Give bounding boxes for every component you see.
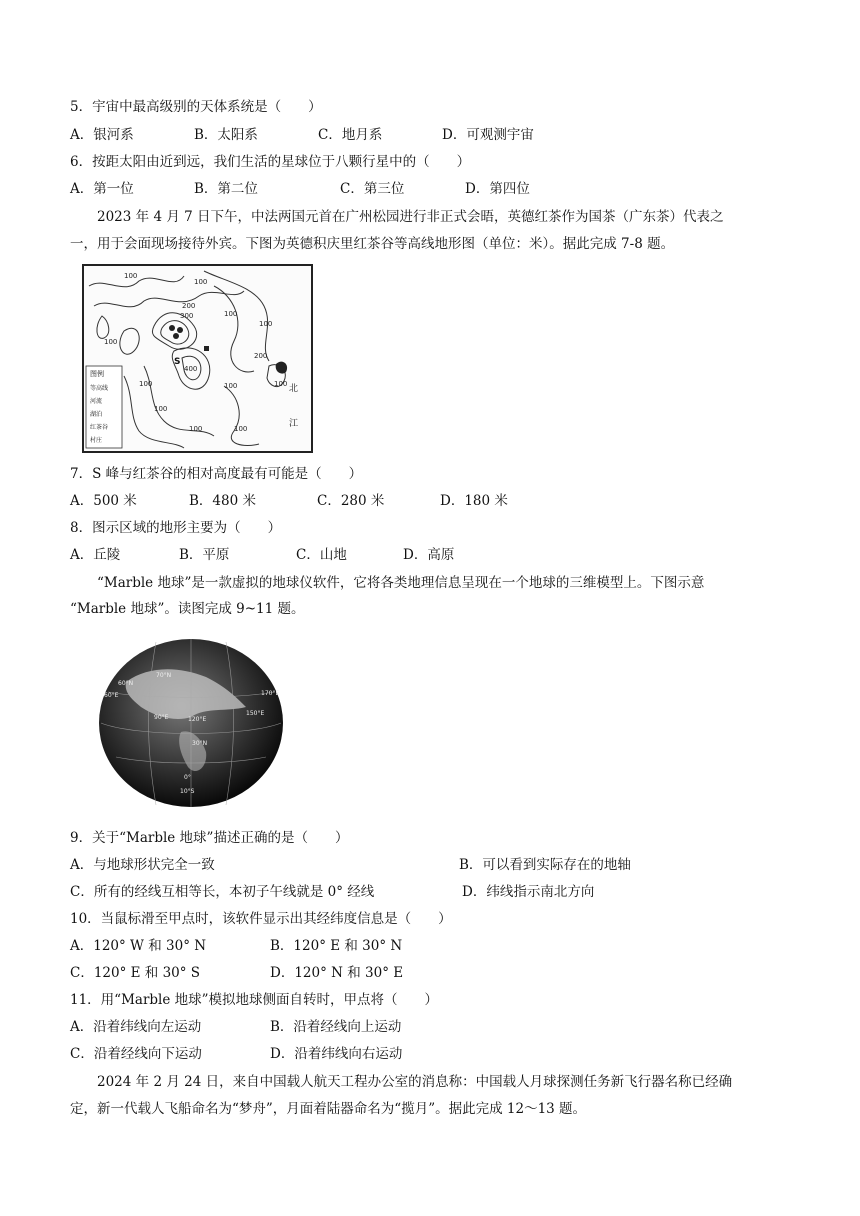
question-11-stem: 11．用“Marble 地球”模拟地球侧面自转时，甲点将（ ） bbox=[70, 992, 439, 1008]
globe-label-90e: 90°E bbox=[154, 714, 169, 721]
lake-mark bbox=[276, 362, 287, 374]
contour-label-11: 100 bbox=[224, 382, 238, 390]
q9-option-c: C．所有的经线互相等长，本初子午线就是 0° 经线 bbox=[70, 884, 375, 900]
globe-label-150e: 150°E bbox=[246, 710, 265, 717]
marble-globe-figure bbox=[96, 637, 286, 809]
q9-option-b: B．可以看到实际存在的地轴 bbox=[459, 857, 631, 873]
globe-label-170e: 170°E bbox=[261, 690, 280, 697]
q10-option-c: C．120° E 和 30° S bbox=[70, 965, 201, 981]
tea-valley-mark-3 bbox=[173, 333, 179, 339]
contour-label-5: 100 bbox=[224, 310, 238, 318]
legend-item-river: 河流 bbox=[90, 398, 103, 405]
q11-option-a: A．沿着纬线向左运动 bbox=[70, 1019, 202, 1035]
contour-label-1: 100 bbox=[124, 272, 138, 280]
tea-valley-mark-2 bbox=[177, 327, 183, 333]
legend-item-contour: 等高线 bbox=[90, 385, 109, 392]
q5-option-b: B．太阳系 bbox=[194, 127, 258, 143]
north-label: 北 bbox=[289, 384, 299, 394]
passage-2-line-1: “Marble 地球”是一款虚拟的地球仪软件，它将各类地理信息呈现在一个地球的三维模型上。下图示意 bbox=[70, 575, 705, 591]
passage-2-line-2: “Marble 地球”。读图完成 9~11 题。 bbox=[70, 601, 305, 617]
q7-option-c: C．280 米 bbox=[317, 493, 385, 509]
map-legend bbox=[86, 366, 122, 448]
question-8-stem: 8．图示区域的地形主要为（ ） bbox=[70, 520, 282, 536]
q10-option-d: D．120° N 和 30° E bbox=[270, 965, 404, 981]
q11-option-d: D．沿着纬线向右运动 bbox=[270, 1046, 403, 1062]
globe-label-120e: 120°E bbox=[188, 716, 207, 723]
contour-label-4: 300 bbox=[180, 312, 194, 320]
contour-label-7: 200 bbox=[254, 352, 268, 360]
globe-svg bbox=[96, 637, 286, 809]
q8-option-a: A．丘陵 bbox=[70, 547, 121, 563]
contour-label-6: 100 bbox=[259, 320, 273, 328]
legend-item-tea-valley: 红茶谷 bbox=[90, 424, 109, 431]
q8-option-c: C．山地 bbox=[296, 547, 347, 563]
tea-valley-mark-1 bbox=[169, 325, 175, 331]
q6-option-b: B．第二位 bbox=[194, 181, 258, 197]
legend-item-lake: 湖泊 bbox=[90, 411, 103, 418]
globe-label-70n: 70°N bbox=[156, 672, 172, 679]
contour-label-8: 100 bbox=[104, 338, 118, 346]
question-10-stem: 10．当鼠标滑至甲点时，该软件显示出其经纬度信息是（ ） bbox=[70, 911, 452, 927]
q7-option-a: A．500 米 bbox=[70, 493, 137, 509]
globe-label-60e: 60°E bbox=[104, 692, 119, 699]
contour-label-10: 100 bbox=[139, 380, 153, 388]
legend-title: 图例 bbox=[90, 370, 104, 378]
globe-label-10s: 10°S bbox=[180, 788, 195, 795]
passage-3-line-2: 定，新一代载人飞船命名为“梦舟”，月面着陆器命名为“揽月”。据此完成 12～13 题。 bbox=[70, 1101, 587, 1117]
contour-label-15: 100 bbox=[234, 425, 248, 433]
contour-label-9: 400 bbox=[184, 365, 198, 373]
globe-label-30n: 30°N bbox=[192, 740, 208, 747]
question-9-stem: 9．关于“Marble 地球”描述正确的是（ ） bbox=[70, 830, 349, 846]
passage-1-line-1: 2023 年 4 月 7 日下午，中法两国元首在广州松园进行非正式会晤，英德红茶作为国茶（广东茶）代表之 bbox=[70, 209, 724, 225]
contour-label-14: 100 bbox=[274, 380, 288, 388]
question-5-stem: 5．宇宙中最高级别的天体系统是（ ） bbox=[70, 99, 322, 115]
globe-label-0: 0° bbox=[184, 774, 191, 781]
question-7-stem: 7．S 峰与红茶谷的相对高度最有可能是（ ） bbox=[70, 466, 363, 482]
q5-option-d: D．可观测宇宙 bbox=[442, 127, 534, 143]
q5-option-c: C．地月系 bbox=[318, 127, 383, 143]
passage-1-line-2: 一，用于会面现场接待外宾。下图为英德积庆里红茶谷等高线地形图（单位：米）。据此完成 7-8 题。 bbox=[70, 236, 675, 252]
passage-3-line-1: 2024 年 2 月 24 日，来自中国载人航天工程办公室的消息称：中国载人月球探测任务新飞行器名称已经确 bbox=[70, 1074, 733, 1090]
q6-option-c: C．第三位 bbox=[340, 181, 405, 197]
contour-label-3: 200 bbox=[182, 302, 196, 310]
contour-label-13: 100 bbox=[189, 425, 203, 433]
question-6-stem: 6．按距太阳由近到远，我们生活的星球位于八颗行星中的（ ） bbox=[70, 154, 471, 170]
river-label: 江 bbox=[289, 419, 299, 429]
contour-label-12: 100 bbox=[154, 405, 168, 413]
legend-item-village: 村庄 bbox=[90, 437, 103, 444]
q11-option-c: C．沿着经线向下运动 bbox=[70, 1046, 202, 1062]
contour-map-svg bbox=[84, 266, 311, 451]
globe-label-60n: 60°N bbox=[118, 680, 134, 687]
q10-option-a: A．120° W 和 30° N bbox=[70, 938, 207, 954]
village-mark-1 bbox=[204, 346, 209, 351]
q8-option-d: D．高原 bbox=[403, 547, 455, 563]
q11-option-b: B．沿着经线向上运动 bbox=[270, 1019, 402, 1035]
q6-option-d: D．第四位 bbox=[465, 181, 530, 197]
q6-option-a: A．第一位 bbox=[70, 181, 134, 197]
q5-option-a: A．银河系 bbox=[70, 127, 134, 143]
q8-option-b: B．平原 bbox=[179, 547, 230, 563]
contour-label-2: 100 bbox=[194, 278, 208, 286]
q9-option-d: D．纬线指示南北方向 bbox=[462, 884, 595, 900]
peak-s-label: S bbox=[174, 357, 181, 367]
contour-map-figure bbox=[82, 264, 313, 453]
q10-option-b: B．120° E 和 30° N bbox=[270, 938, 403, 954]
q9-option-a: A．与地球形状完全一致 bbox=[70, 857, 215, 873]
q7-option-d: D．180 米 bbox=[440, 493, 508, 509]
q7-option-b: B．480 米 bbox=[189, 493, 256, 509]
